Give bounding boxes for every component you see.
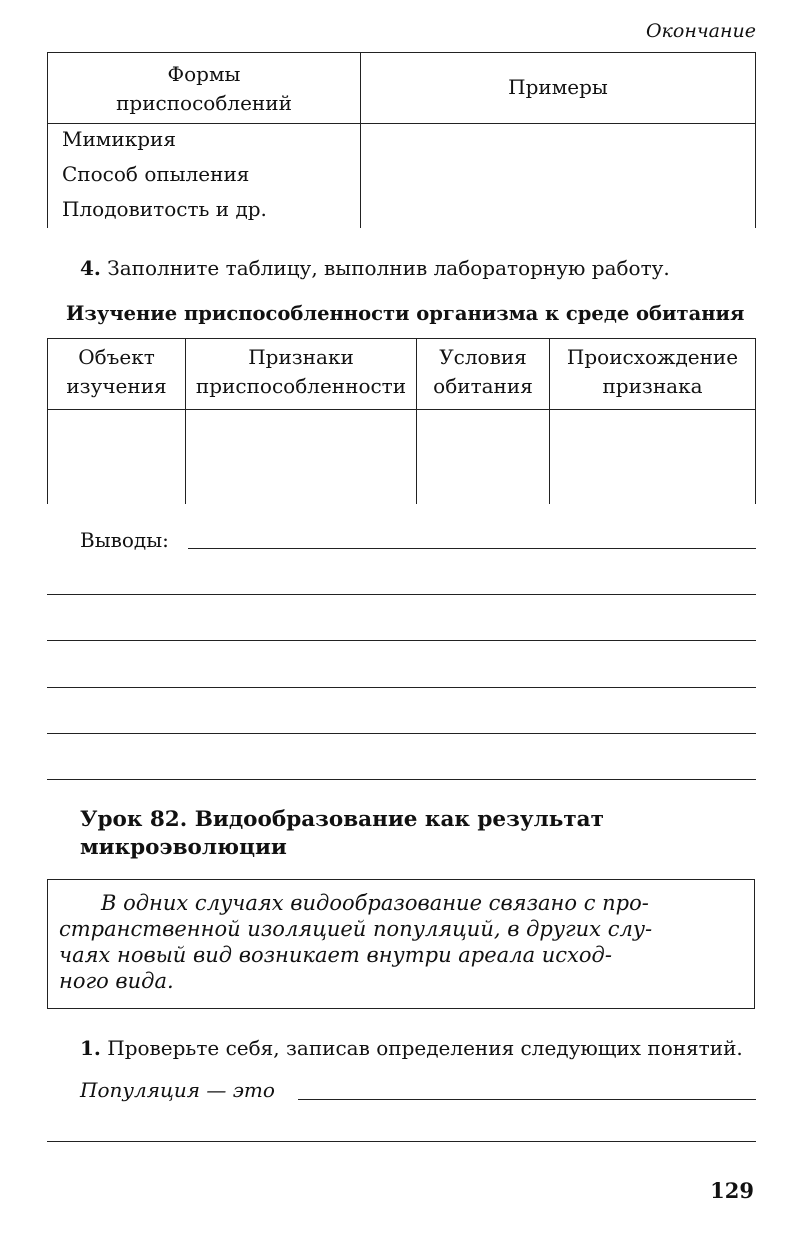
task1-instruction — [80, 1036, 743, 1060]
conclusions-line-5[interactable] — [47, 733, 756, 734]
conclusions-line-1[interactable] — [188, 548, 756, 549]
box-line-2: странственной изоляцией популяций, в других слу- — [59, 917, 653, 941]
conclusions-label: Выводы: — [80, 528, 169, 552]
col-object-line2: изучения — [66, 374, 167, 398]
row-mimicry: Мимикрия — [62, 127, 176, 151]
col-conditions-line2: обитания — [433, 374, 533, 398]
lab-table-title: Изучение приспособленности организма к среде обитания — [66, 302, 745, 325]
page-number: 129 — [710, 1178, 754, 1203]
col-signs-line1: Признаки — [248, 345, 354, 369]
col-conditions-line1: Условия — [439, 345, 527, 369]
key-statement-text — [59, 880, 743, 994]
box-line-3: чаях новый вид возникает внутри ареала исход- — [59, 943, 612, 967]
header-forms-line2: приспособлений — [116, 91, 292, 115]
continuation-label: Окончание — [645, 20, 756, 42]
col-origin-line1: Происхождение — [566, 345, 739, 369]
population-term: Популяция — это — [80, 1078, 275, 1102]
task4-instruction — [80, 256, 670, 280]
row-fertility: Плодовитость и др. — [62, 197, 267, 221]
box-line-1: В одних случаях видообразование связано с про- — [101, 891, 649, 915]
lesson-title-line2: микроэволюции — [80, 835, 287, 860]
col-origin-line2: признака — [602, 374, 703, 398]
col-object — [48, 343, 185, 401]
conclusions-line-4[interactable] — [47, 687, 756, 688]
col-signs — [186, 343, 416, 401]
header-forms — [48, 60, 360, 118]
row-pollination: Способ опыления — [62, 162, 250, 186]
col-object-line1: Объект — [78, 345, 155, 369]
task4-text: Заполните таблицу, выполнив лабораторную работу. — [107, 256, 670, 280]
col-conditions — [417, 343, 549, 401]
col-origin — [550, 343, 755, 401]
task1-text: Проверьте себя, записав определения следующих понятий. — [107, 1036, 743, 1060]
box-line-4: ного вида. — [59, 969, 174, 993]
lesson-title — [80, 806, 604, 862]
definition-line-1[interactable] — [298, 1099, 756, 1100]
conclusions-line-3[interactable] — [47, 640, 756, 641]
header-forms-line1: Формы — [167, 62, 241, 86]
task1-number: 1. — [80, 1036, 101, 1060]
conclusions-line-6[interactable] — [47, 779, 756, 780]
conclusions-line-2[interactable] — [47, 594, 756, 595]
task4-number: 4. — [80, 256, 101, 280]
lesson-title-line1: Урок 82. Видообразование как результат — [80, 807, 604, 832]
key-statement-box — [47, 879, 755, 1009]
definition-line-2[interactable] — [47, 1141, 756, 1142]
col-signs-line2: приспособленности — [195, 374, 407, 398]
header-examples: Примеры — [508, 75, 608, 99]
